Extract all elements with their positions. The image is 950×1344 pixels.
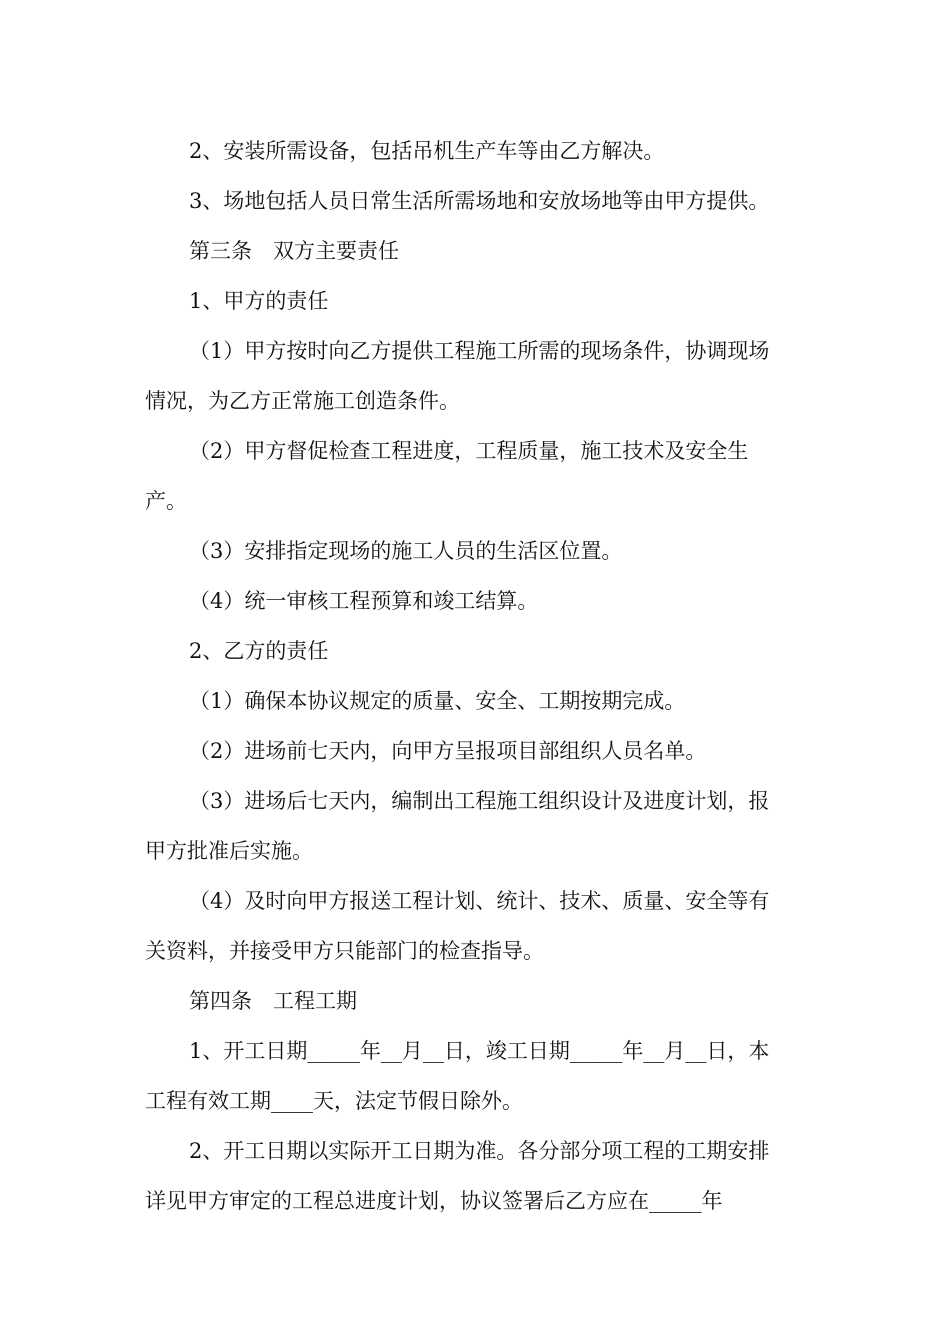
section-heading: 第四条 工程工期 [189, 989, 357, 1013]
paragraph-line: 2、安装所需设备，包括吊机生产车等由乙方解决。 [189, 139, 665, 163]
paragraph-line: 详见甲方审定的工程总进度计划，协议签署后乙方应在_____年 [145, 1189, 723, 1213]
subsection-heading: 1、甲方的责任 [189, 289, 329, 313]
section-heading: 第三条 双方主要责任 [189, 239, 399, 263]
paragraph-line: （1）确保本协议规定的质量、安全、工期按期完成。 [189, 689, 686, 713]
paragraph-line: 关资料，并接受甲方只能部门的检查指导。 [145, 939, 544, 963]
paragraph-line: 1、开工日期_____年__月__日，竣工日期_____年__月__日，本 [189, 1039, 770, 1063]
paragraph-line: 产。 [145, 489, 187, 513]
paragraph-line: （4）统一审核工程预算和竣工结算。 [189, 589, 539, 613]
paragraph-line: （1）甲方按时向乙方提供工程施工所需的现场条件，协调现场 [189, 339, 770, 363]
paragraph-line: （4）及时向甲方报送工程计划、统计、技术、质量、安全等有 [189, 889, 770, 913]
paragraph-line: 2、开工日期以实际开工日期为准。各分部分项工程的工期安排 [189, 1139, 770, 1163]
paragraph-line: （3）进场后七天内，编制出工程施工组织设计及进度计划，报 [189, 789, 770, 813]
subsection-heading: 2、乙方的责任 [189, 639, 329, 663]
paragraph-line: 情况，为乙方正常施工创造条件。 [145, 389, 460, 413]
paragraph-line: 甲方批准后实施。 [145, 839, 313, 863]
paragraph-line: （2）进场前七天内，向甲方呈报项目部组织人员名单。 [189, 739, 707, 763]
paragraph-line: （3）安排指定现场的施工人员的生活区位置。 [189, 539, 623, 563]
paragraph-line: 工程有效工期____天，法定节假日除外。 [145, 1089, 523, 1113]
paragraph-line: （2）甲方督促检查工程进度，工程质量，施工技术及安全生 [189, 439, 749, 463]
paragraph-line: 3、场地包括人员日常生活所需场地和安放场地等由甲方提供。 [189, 189, 770, 213]
